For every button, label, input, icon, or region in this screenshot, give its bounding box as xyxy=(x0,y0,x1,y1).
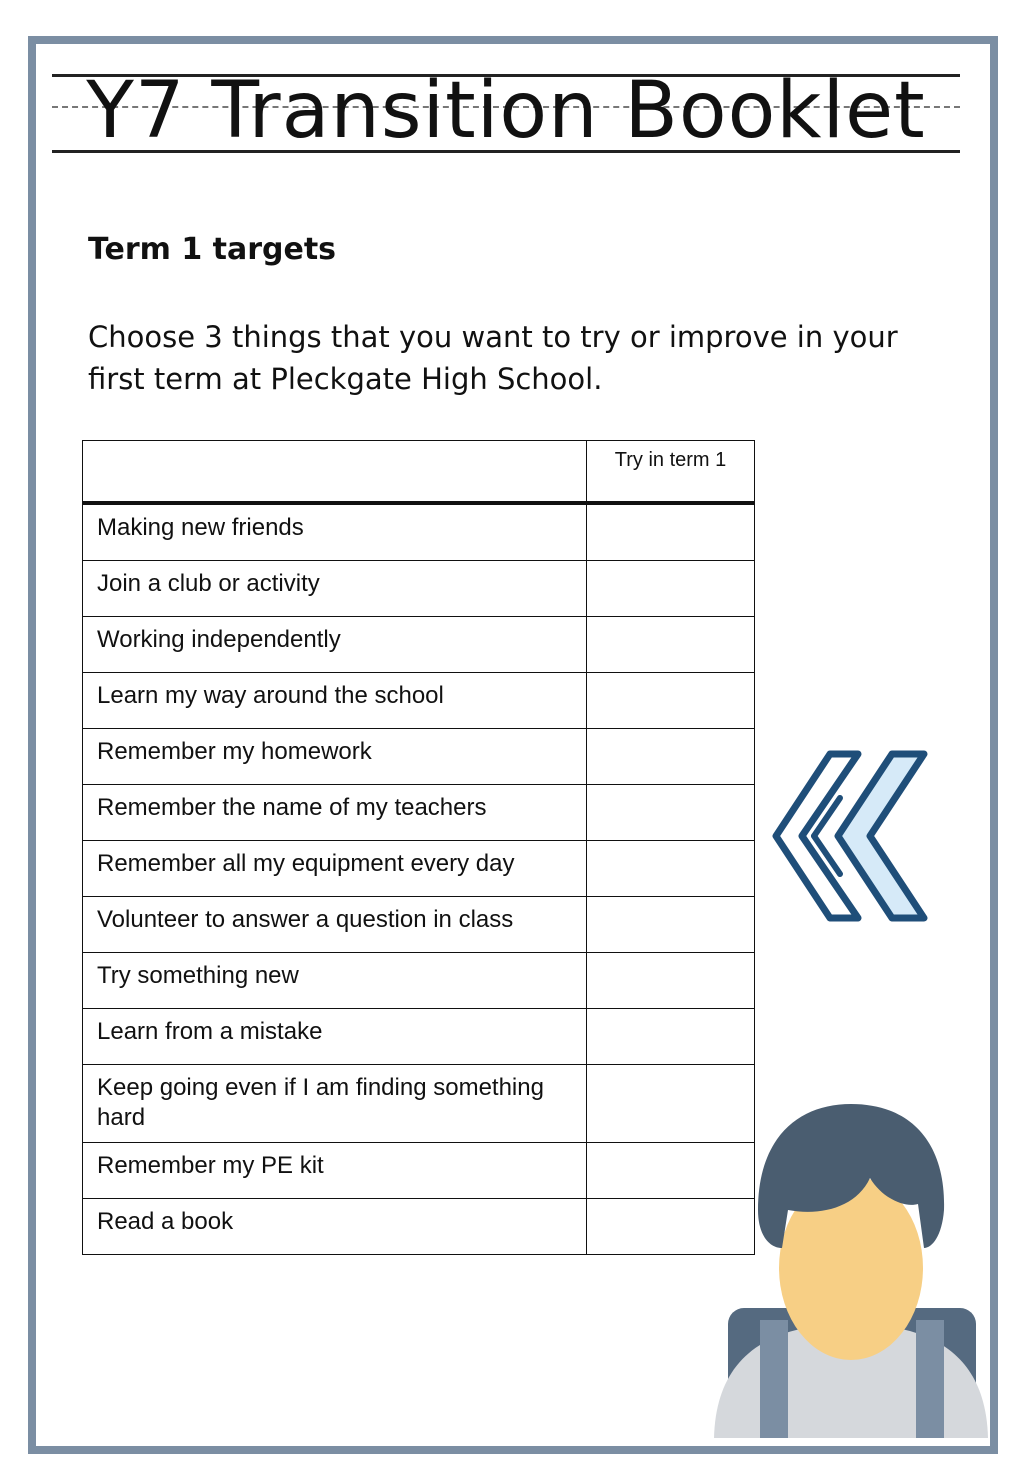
table-row xyxy=(83,1143,755,1199)
table-row xyxy=(83,673,755,729)
table-row xyxy=(83,785,755,841)
table-row xyxy=(83,1009,755,1065)
tick-cell[interactable] xyxy=(587,503,755,561)
double-chevron-left-icon xyxy=(770,748,932,924)
table-row xyxy=(83,953,755,1009)
targets-table xyxy=(82,440,755,1255)
table-header-row xyxy=(83,441,755,504)
tick-cell[interactable] xyxy=(587,1009,755,1065)
target-label: Learn my way around the school xyxy=(83,673,587,729)
target-label: Remember my PE kit xyxy=(83,1143,587,1199)
tick-cell[interactable] xyxy=(587,841,755,897)
tick-cell[interactable] xyxy=(587,785,755,841)
tick-cell[interactable] xyxy=(587,561,755,617)
tick-cell[interactable] xyxy=(587,617,755,673)
target-label: Volunteer to answer a question in class xyxy=(83,897,587,953)
target-label: Remember the name of my teachers xyxy=(83,785,587,841)
table-row xyxy=(83,561,755,617)
target-label: Remember all my equipment every day xyxy=(83,841,587,897)
target-label: Working independently xyxy=(83,617,587,673)
title-banner xyxy=(52,66,960,156)
table-row xyxy=(83,1065,755,1143)
target-label: Read a book xyxy=(83,1199,587,1255)
table-row xyxy=(83,503,755,561)
target-label: Join a club or activity xyxy=(83,561,587,617)
tick-cell[interactable] xyxy=(587,729,755,785)
header-target-cell xyxy=(83,441,587,504)
table-row xyxy=(83,841,755,897)
header-try-term-cell: Try in term 1 xyxy=(587,441,755,504)
table-row xyxy=(83,617,755,673)
table-row xyxy=(83,729,755,785)
booklet-title: Y7 Transition Booklet xyxy=(86,66,926,156)
section-heading: Term 1 targets xyxy=(88,232,337,267)
target-label: Try something new xyxy=(83,953,587,1009)
target-label: Learn from a mistake xyxy=(83,1009,587,1065)
tick-cell[interactable] xyxy=(587,897,755,953)
instructions-text: Choose 3 things that you want to try or improve in your first term at Pleckgate High School. xyxy=(88,320,898,396)
target-label: Making new friends xyxy=(83,503,587,561)
tick-cell[interactable] xyxy=(587,953,755,1009)
student-illustration xyxy=(706,1098,996,1438)
table-row xyxy=(83,897,755,953)
tick-cell[interactable] xyxy=(587,673,755,729)
target-label: Keep going even if I am finding something hard xyxy=(83,1065,587,1143)
target-label: Remember my homework xyxy=(83,729,587,785)
table-row xyxy=(83,1199,755,1255)
